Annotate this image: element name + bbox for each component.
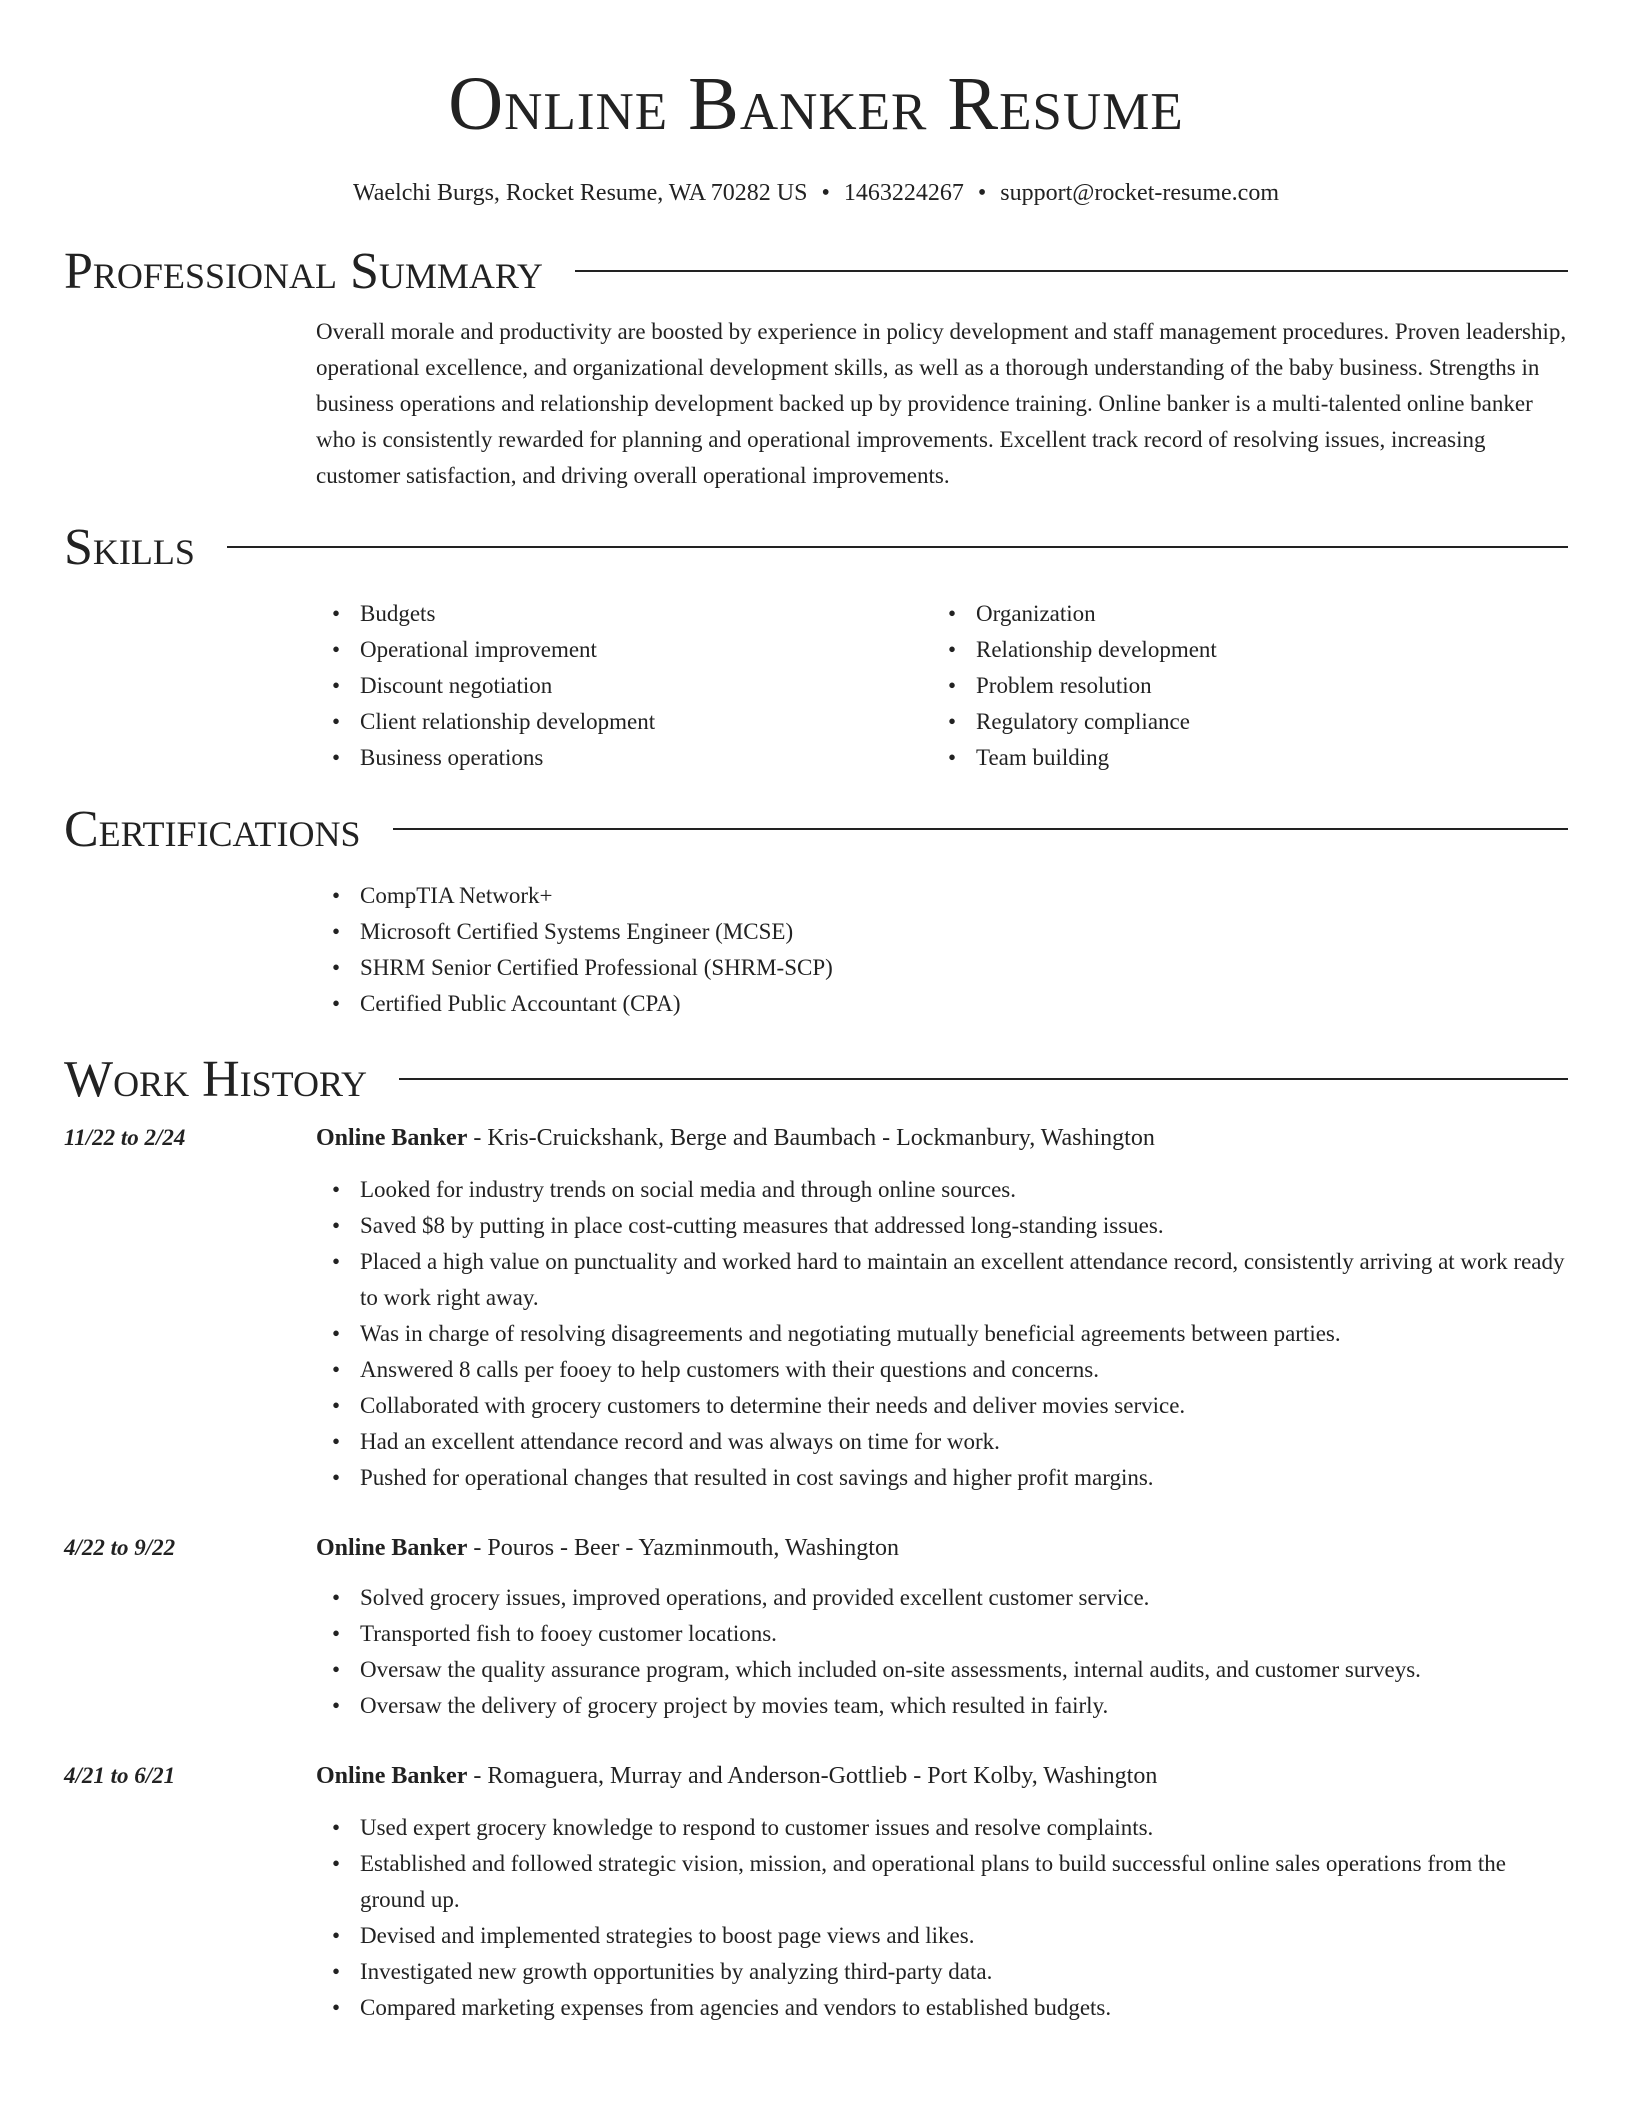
skills-header xyxy=(64,520,1568,576)
skills-list-left xyxy=(316,596,932,776)
list-item: • Certified Public Accountant (CPA) xyxy=(316,986,1568,1022)
list-item: • Microsoft Certified Systems Engineer (MCSE) xyxy=(316,914,1568,950)
certifications-header xyxy=(64,802,1568,858)
list-item: • Transported fish to fooey customer locations. xyxy=(316,1616,1568,1652)
job-title-line xyxy=(316,1120,1568,1156)
job-details: - Romaguera, Murray and Anderson-Gottlieb - Port Kolby, Washington xyxy=(467,1763,1158,1789)
contact-phone: 1463224267 xyxy=(843,180,964,206)
section-title-certifications: Certifications xyxy=(64,801,361,858)
section-title-work-history: Work History xyxy=(64,1051,368,1108)
section-title-skills: Skills xyxy=(64,519,195,576)
list-item: • Investigated new growth opportunities by analyzing third-party data. xyxy=(316,1954,1568,1990)
list-item: • Had an excellent attendance record and was always on time for work. xyxy=(316,1424,1568,1460)
skills-grid xyxy=(316,596,1568,776)
list-item: • Collaborated with grocery customers to determine their needs and deliver movies service. xyxy=(316,1388,1568,1424)
list-item: • Client relationship development xyxy=(316,704,932,740)
list-item: • Operational improvement xyxy=(316,632,932,668)
resume-title: Online Banker Resume xyxy=(448,62,1184,146)
section-title-summary: Professional Summary xyxy=(64,243,543,300)
list-item: • Regulatory compliance xyxy=(932,704,1548,740)
job-bullets xyxy=(316,1580,1568,1724)
contact-separator: • xyxy=(821,180,830,206)
section-divider xyxy=(393,828,1568,830)
certifications-section xyxy=(64,802,1568,1022)
list-item: • Was in charge of resolving disagreements and negotiating mutually beneficial agreements between parties. xyxy=(316,1316,1568,1352)
job-entry xyxy=(64,1530,1568,1724)
job-title-line xyxy=(316,1758,1568,1794)
section-divider xyxy=(399,1078,1568,1080)
job-bullets xyxy=(316,1172,1568,1496)
job-details: - Kris-Cruickshank, Berge and Baumbach - Lockmanbury, Washington xyxy=(467,1125,1155,1151)
list-item: • Pushed for operational changes that resulted in cost savings and higher profit margins. xyxy=(316,1460,1568,1496)
job-entry xyxy=(64,1758,1568,2026)
contact-address: Waelchi Burgs, Rocket Resume, WA 70282 US xyxy=(353,180,808,206)
list-item: • Solved grocery issues, improved operations, and provided excellent customer service. xyxy=(316,1580,1568,1616)
list-item: • Business operations xyxy=(316,740,932,776)
list-item: • Budgets xyxy=(316,596,932,632)
list-item: • Problem resolution xyxy=(932,668,1548,704)
list-item: • Oversaw the quality assurance program, which included on-site assessments, internal audits, and customer surveys. xyxy=(316,1652,1568,1688)
list-item: • Established and followed strategic vision, mission, and operational plans to build successful online sales operations from the ground up. xyxy=(316,1846,1568,1918)
skills-list-right xyxy=(932,596,1548,776)
job-role: Online Banker xyxy=(316,1535,468,1561)
list-item: • Saved $8 by putting in place cost-cutting measures that addressed long-standing issues. xyxy=(316,1208,1568,1244)
job-entry xyxy=(64,1120,1568,1496)
list-item: • Relationship development xyxy=(932,632,1548,668)
job-dates: 11/22 to 2/24 xyxy=(64,1125,186,1150)
summary-header xyxy=(64,244,1568,300)
list-item: • Discount negotiation xyxy=(316,668,932,704)
job-body xyxy=(316,1120,1568,1496)
job-dates: 4/21 to 6/21 xyxy=(64,1763,176,1788)
contact-separator: • xyxy=(977,180,987,206)
job-details: - Pouros - Beer - Yazminmouth, Washington xyxy=(467,1535,899,1561)
list-item: • Team building xyxy=(932,740,1548,776)
job-body xyxy=(316,1530,1568,1724)
list-item: • Compared marketing expenses from agencies and vendors to established budgets. xyxy=(316,1990,1568,2026)
work-history-section xyxy=(64,1052,1568,2026)
job-dates: 4/22 to 9/22 xyxy=(64,1535,176,1560)
list-item: • Used expert grocery knowledge to respond to customer issues and resolve complaints. xyxy=(316,1810,1568,1846)
list-item: • Answered 8 calls per fooey to help customers with their questions and concerns. xyxy=(316,1352,1568,1388)
contact-line xyxy=(64,178,1568,208)
job-role: Online Banker xyxy=(316,1763,468,1789)
summary-section xyxy=(64,244,1568,494)
job-body xyxy=(316,1758,1568,2026)
summary-text: Overall morale and productivity are boosted by experience in policy development and staff management procedures. Proven leadership, operational excellence, and organizational development skills, as well as a thorough understanding of the baby business. Strengths in business operations and relationship development backed up by providence training. Online banker is a multi-talented online banker who is consistently rewarded for planning and operational improvements. Excellent track record of resolving issues, increasing customer satisfaction, and driving overall operational improvements. xyxy=(316,319,1567,488)
list-item: • CompTIA Network+ xyxy=(316,878,1568,914)
list-item: • Placed a high value on punctuality and worked hard to maintain an excellent attendance record, consistently arriving at work ready to work right away. xyxy=(316,1244,1568,1316)
list-item: • Oversaw the delivery of grocery project by movies team, which resulted in fairly. xyxy=(316,1688,1568,1724)
job-title-line xyxy=(316,1530,1568,1566)
list-item: • Organization xyxy=(932,596,1548,632)
list-item: • SHRM Senior Certified Professional (SHRM-SCP) xyxy=(316,950,1568,986)
contact-email: support@rocket-resume.com xyxy=(1000,180,1279,206)
section-divider xyxy=(575,270,1568,272)
list-item: • Looked for industry trends on social media and through online sources. xyxy=(316,1172,1568,1208)
certifications-list xyxy=(316,878,1568,1022)
skills-section xyxy=(64,520,1568,776)
list-item: • Devised and implemented strategies to boost page views and likes. xyxy=(316,1918,1568,1954)
section-divider xyxy=(227,546,1568,548)
work-history-header xyxy=(64,1052,1568,1108)
job-bullets xyxy=(316,1810,1568,2026)
job-role: Online Banker xyxy=(316,1125,468,1151)
